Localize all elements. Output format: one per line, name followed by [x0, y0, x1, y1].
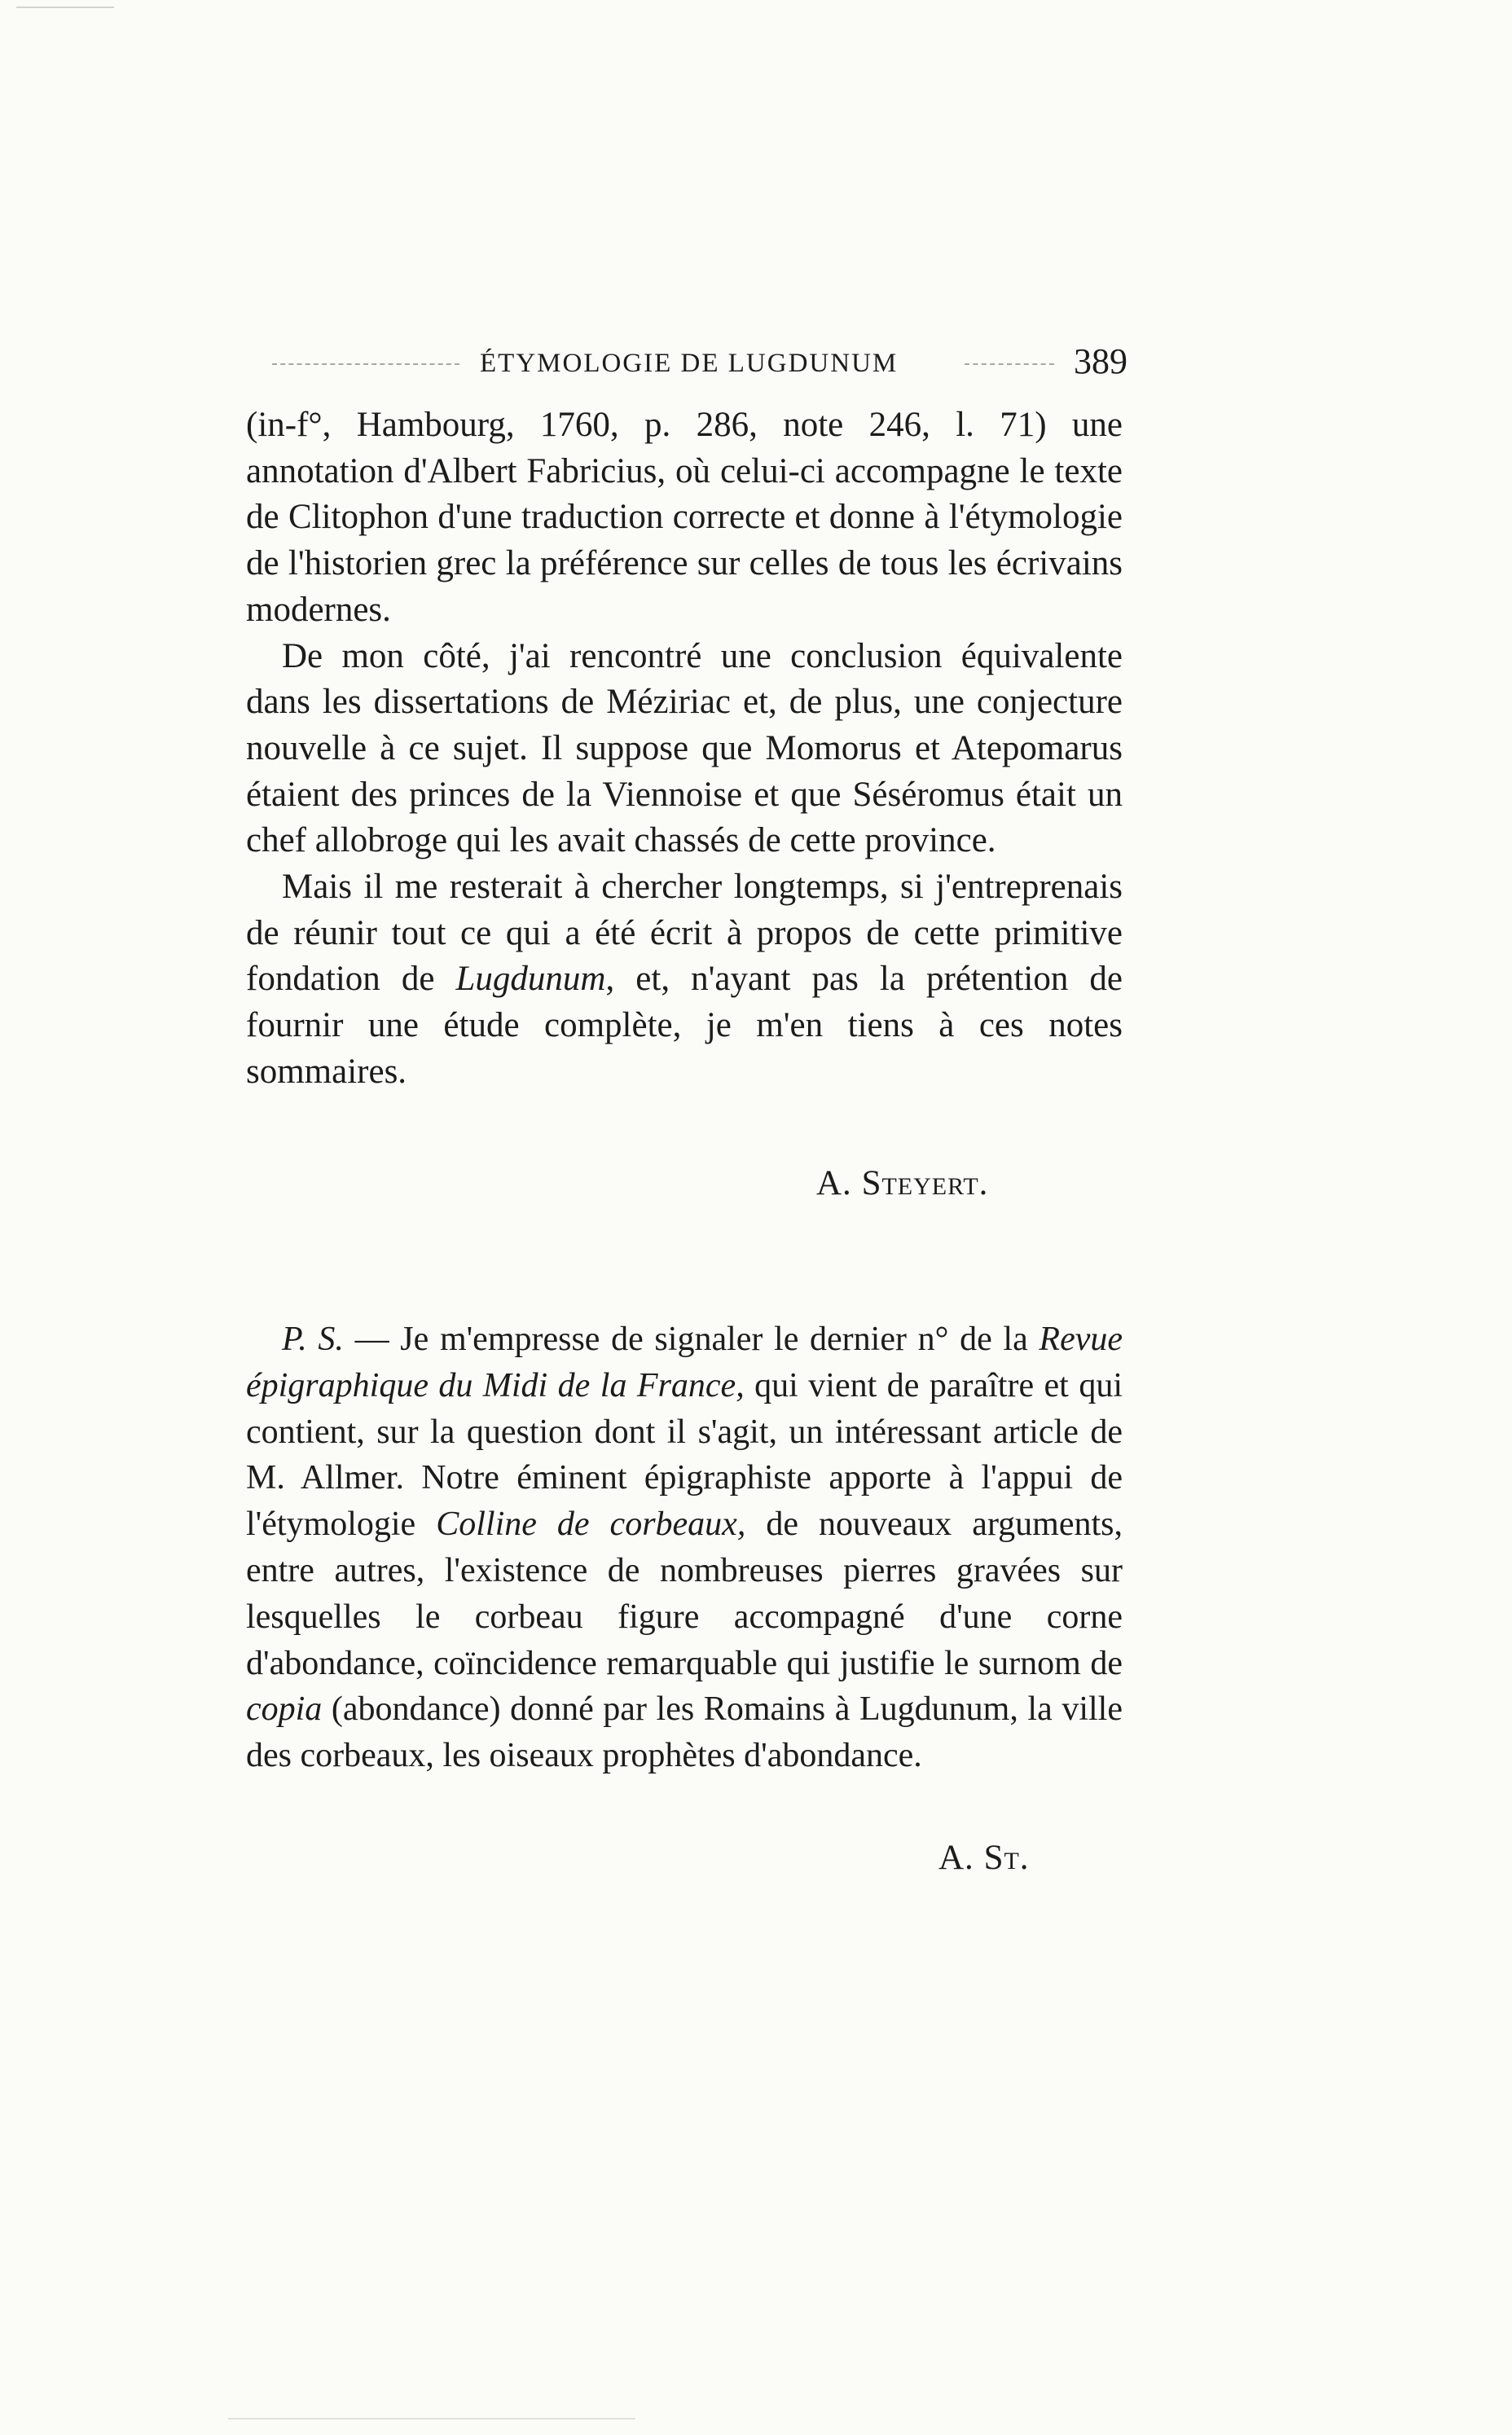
paragraph-conclusion [246, 864, 1123, 1096]
postscript [246, 1316, 1123, 1779]
postscript-paragraph [246, 1316, 1123, 1779]
ps-signature-surname: St. [983, 1839, 1030, 1877]
header-rule-right [965, 363, 1054, 366]
running-title: ÉTYMOLOGIE DE LUGDUNUM [480, 349, 899, 378]
header-rule-left [272, 363, 459, 366]
paragraph-continuation: (in-f°, Hambourg, 1760, p. 286, note 246, l. 71) une annotation d'Albert Fabricius, où celui-ci accompagne le texte de Clitophon d'une traduction correcte et donne à l'étymologie de l'historien grec la préférence sur celles de tous les écrivains modernes. [246, 406, 1123, 629]
paragraph-conclusion-part-a: Mais il me resterait à chercher longtemps, si j'entreprenais de réunir tout ce qui a été écrit à propos de cette primitive fondation de [246, 868, 1123, 999]
main-text [246, 402, 1123, 1096]
postscript-part-b: qui vient de paraître et qui contient, sur la question dont il s'agit, un intéressant article de M. Allmer. Notre éminent épigraphiste apporte à l'appui de l'étymologie [246, 1366, 1123, 1544]
postscript-part-d: (abondance) donné par les Romains à Lugdunum, la ville des corbeaux, les oiseaux prophètes d'abondance. [246, 1690, 1123, 1775]
scan-mark-bottom [228, 2418, 635, 2420]
revue-title-italic: Revue épigraphique du Midi de la France, [246, 1321, 1123, 1404]
paragraph-meziriac: De mon côté, j'ai rencontré une conclusion équivalente dans les dissertations de Méziriac et, de plus, une conjecture nouvelle à ce sujet. Il suppose que Momorus et Atepomarus étaient des princes de la Viennoise et que Séséromus était un chef allobroge qui les avait chassés de cette province. [246, 636, 1123, 860]
signature-steyert [816, 1163, 988, 1203]
postscript-part-a: Je m'empresse de signaler le dernier n° de la [400, 1321, 1040, 1358]
postscript-part-c: de nouveaux arguments, entre autres, l'existence de nombreuses pierres gravées sur lesquelles le corbeau figure accompagné d'une corne d'abondance, coïncidence remarquable qui justifie le surnom de [246, 1505, 1123, 1682]
postscript-label: P. S. [282, 1321, 344, 1358]
copia-italic: copia [246, 1690, 323, 1729]
colline-italic: Colline de corbeaux, [436, 1505, 746, 1544]
scan-mark-top-left [16, 7, 114, 8]
signature-initial: A. [816, 1164, 852, 1202]
page-number: 389 [1074, 341, 1127, 381]
postscript-dash: — [343, 1321, 401, 1358]
lugdunum-italic: Lugdunum [455, 960, 606, 999]
paragraph-conclusion-part-b: , et, n'ayant pas la prétention de fournir une étude complète, je m'en tiens à ces notes sommaires. [246, 960, 1123, 1091]
signature-st [938, 1838, 1030, 1878]
ps-signature-initial: A. [938, 1839, 974, 1877]
running-header [248, 341, 1127, 389]
signature-surname: Steyert. [861, 1164, 989, 1202]
